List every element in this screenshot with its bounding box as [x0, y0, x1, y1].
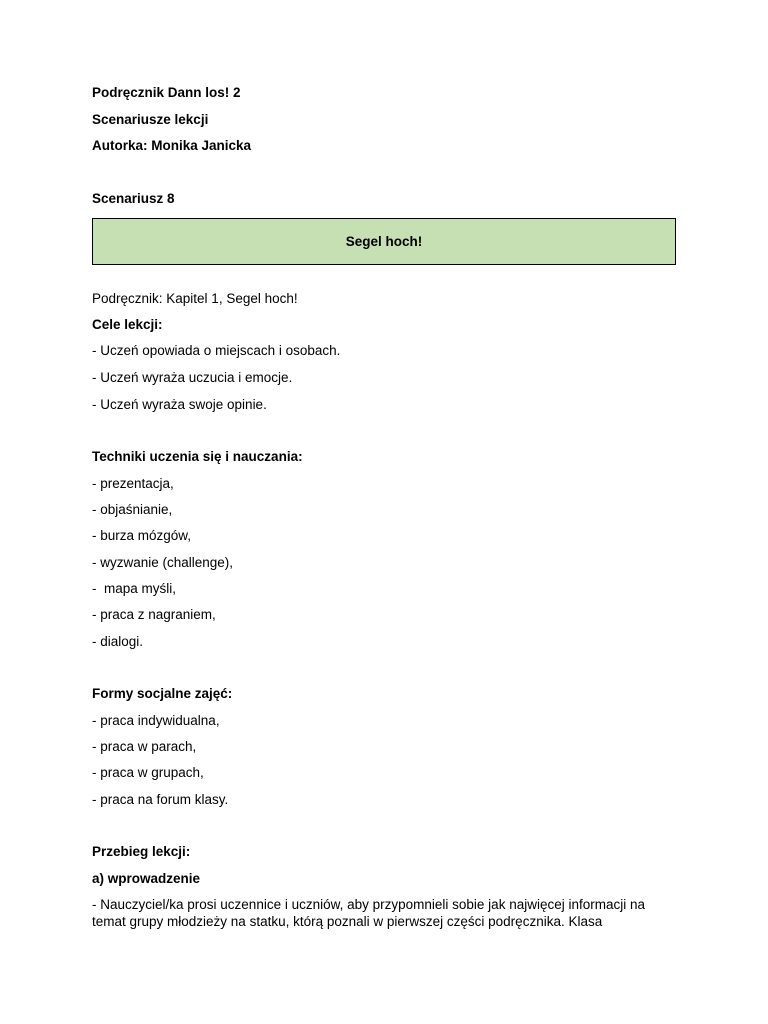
social-forms-heading: Formy socjalne zajęć: [92, 686, 233, 701]
goals-heading: Cele lekcji: [92, 317, 163, 332]
technique-item: - burza mózgów, [92, 528, 192, 543]
course-heading: Przebieg lekcji: [92, 844, 191, 859]
intro-paragraph: - Nauczyciel/ka prosi uczennice i uczniów, aby przypomnieli sobie jak najwięcej informacji na temat grupy młodzieży na statku, którą poznali w pierwszej części podręcznika. Klasa [92, 897, 645, 929]
technique-item: - wyzwanie (challenge), [92, 555, 234, 570]
textbook-reference: Podręcznik: Kapitel 1, Segel hoch! [92, 291, 298, 306]
technique-item: - objaśnianie, [92, 502, 173, 517]
goal-item: - Uczeń wyraża swoje opinie. [92, 397, 267, 412]
author-line: Autorka: Monika Janicka [92, 138, 252, 153]
social-form-item: - praca w grupach, [92, 765, 204, 780]
document-subtitle: Scenariusze lekcji [92, 112, 209, 127]
goal-item: - Uczeń opowiada o miejscach i osobach. [92, 343, 341, 358]
social-form-item: - praca indywidualna, [92, 713, 220, 728]
technique-item: - prezentacja, [92, 476, 174, 491]
technique-item: - mapa myśli, [92, 581, 177, 596]
social-form-item: - praca na forum klasy. [92, 792, 229, 807]
scenario-title: Segel hoch! [345, 234, 423, 249]
scenario-number: Scenariusz 8 [92, 191, 175, 206]
goal-item: - Uczeń wyraża uczucia i emocje. [92, 370, 293, 385]
section-a-heading: a) wprowadzenie [92, 871, 201, 886]
scenario-title-box [92, 218, 676, 265]
technique-item: - praca z nagraniem, [92, 607, 216, 622]
technique-item: - dialogi. [92, 634, 144, 649]
book-title: Podręcznik Dann los! 2 [92, 85, 241, 100]
social-form-item: - praca w parach, [92, 739, 197, 754]
techniques-heading: Techniki uczenia się i nauczania: [92, 449, 303, 464]
